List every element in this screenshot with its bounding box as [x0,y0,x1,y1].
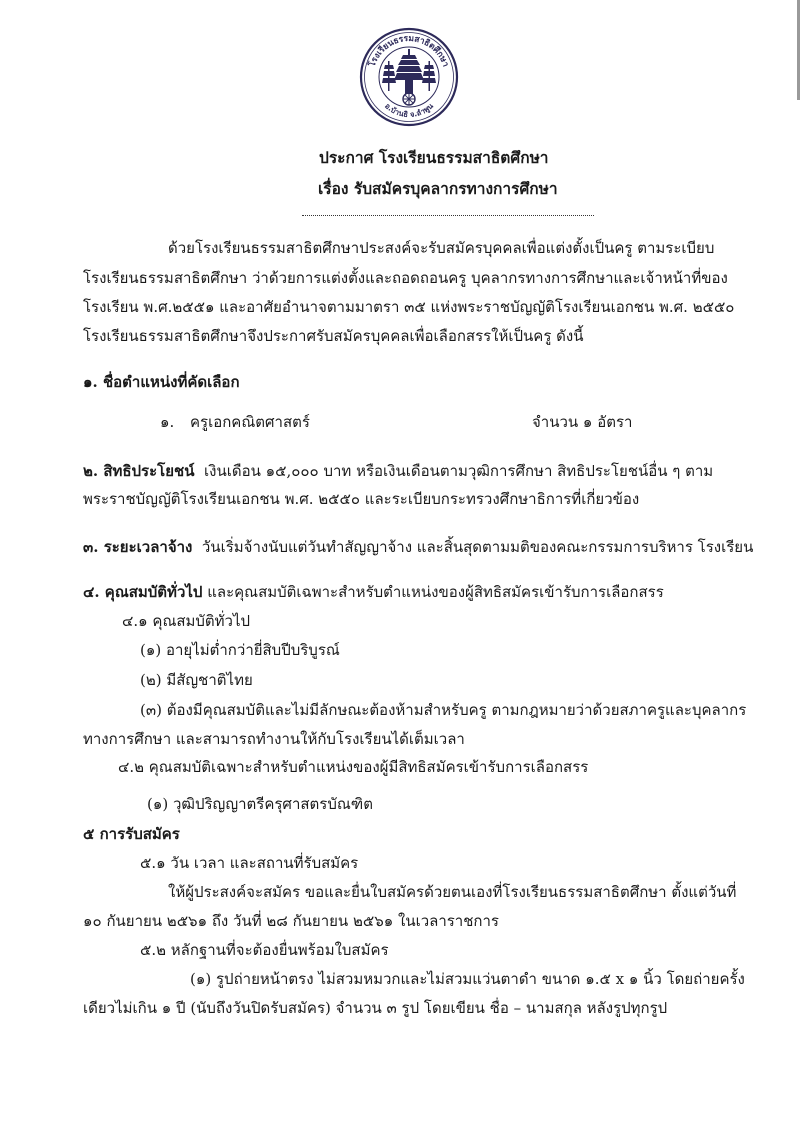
subsection-5-2: ๕.๒ หลักฐานที่จะต้องยื่นพร้อมใบสมัคร [140,941,389,959]
position-count: จำนวน ๑ อัตรา [532,413,633,431]
section-2-line-2: พระราชบัญญัติโรงเรียนเอกชน พ.ศ. ๒๕๕๐ และระเบียบกระทรวงศึกษาธิการที่เกี่ยวข้อง [83,490,640,508]
announcement-subject: เรื่อง รับสมัครบุคลากรทางการศึกษา [318,179,558,198]
section-5-heading: ๕ การรับสมัคร [83,825,180,843]
intro-line-1: ด้วยโรงเรียนธรรมสาธิตศึกษาประสงค์จะรับสมัครบุคคลเพื่อแต่งตั้งเป็นครู ตามระเบียบ [168,239,715,257]
section-3-text: วันเริ่มจ้างนับแต่วันทำสัญญาจ้าง และสิ้นสุดตามมติของคณะกรรมการบริหาร โรงเรียน [201,538,754,556]
document-photo-1: (๑) รูปถ่ายหน้าตรง ไม่สวมหมวกและไม่สวมแว่นตาดำ ขนาด ๑.๕ x ๑ นิ้ว โดยถ่ายครั้ง [190,970,745,988]
dharma-wheel-icon [403,93,415,105]
section-4-line [83,582,664,602]
announcement-title: ประกาศ โรงเรียนธรรมสาธิตศึกษา [319,148,549,167]
document-photo-2: เดียวไม่เกิน ๑ ปี (นับถึงวันปิดรับสมัคร) จำนวน ๓ รูป โดยเขียน ชื่อ – นามสกุล หลังรูปทุกรูป [83,999,668,1017]
qualification-age: (๑) อายุไม่ต่ำกว่ายี่สิบปีบริบูรณ์ [140,641,340,659]
section-4-heading: ๔. คุณสมบัติทั่วไป [83,583,203,601]
section-1-heading: ๑. ชื่อตำแหน่งที่คัดเลือก [83,373,240,391]
seal-top-text: โรงเรียนธรรมสาธิตศึกษา [367,33,451,69]
intro-line-2: โรงเรียนธรรมสาธิตศึกษา ว่าด้วยการแต่งตั้งและถอดถอนครู บุคลากรทางการศึกษาและเจ้าหน้าที่ของ [83,269,728,287]
application-text-1: ให้ผู้ประสงค์จะสมัคร ขอและยื่นใบสมัครด้วยตนเองที่โรงเรียนธรรมสาธิตศึกษา ตั้งแต่วันที่ [168,883,737,901]
qualification-degree: (๑) วุฒิปริญญาตรีครุศาสตรบัณฑิต [147,795,373,813]
subsection-4-2: ๔.๒ คุณสมบัติเฉพาะสำหรับตำแหน่งของผู้มีสิทธิสมัครเข้ารับการเลือกสรร [118,758,589,776]
intro-line-4: โรงเรียนธรรมสาธิตศึกษาจึงประกาศรับสมัครบุคคลเพื่อเลือกสรรให้เป็นครู ดังนี้ [83,327,584,345]
intro-line-3: โรงเรียน พ.ศ.๒๕๕๑ และอาศัยอำนาจตามมาตรา ๓๕ แห่งพระราชบัญญัติโรงเรียนเอกชน พ.ศ. ๒๕๕๐ [83,298,735,316]
section-2-heading: ๒. สิทธิประโยชน์ [83,462,195,480]
section-3-line [83,537,753,557]
seal-bottom-text: อ.บ้านธิ จ.ลำพูน [383,101,435,120]
section-4-heading-rest: และคุณสมบัติเฉพาะสำหรับตำแหน่งของผู้สิทธิสมัครเข้ารับการเลือกสรร [207,583,664,601]
position-number: ๑. [160,413,175,431]
qualification-teacher-law-2: ทางการศึกษา และสามารถทำงานให้กับโรงเรียนได้เต็มเวลา [83,730,465,748]
application-text-2: ๑๐ กันยายน ๒๕๖๑ ถึง วันที่ ๒๘ กันยายน ๒๕๖๑ ในเวลาราชการ [83,912,499,930]
qualification-teacher-law-1: (๓) ต้องมีคุณสมบัติและไม่มีลักษณะต้องห้ามสำหรับครู ตามกฎหมายว่าด้วยสภาครูและบุคลากร [140,701,747,719]
section-2-line-1 [83,461,713,481]
school-seal [359,27,459,127]
section-3-heading: ๓. ระยะเวลาจ้าง [83,538,193,556]
subsection-4-1: ๔.๑ คุณสมบัติทั่วไป [122,612,251,630]
canopy-icon [394,49,424,94]
subsection-5-1: ๕.๑ วัน เวลา และสถานที่รับสมัคร [140,854,359,872]
position-name: ครูเอกคณิตศาสตร์ [190,413,310,431]
qualification-nationality: (๒) มีสัญชาติไทย [140,671,253,689]
section-2-text: เงินเดือน ๑๕,๐๐๐ บาท หรือเงินเดือนตามวุฒิการศึกษา สิทธิประโยชน์อื่น ๆ ตาม [204,462,714,480]
dotted-divider [302,215,594,216]
